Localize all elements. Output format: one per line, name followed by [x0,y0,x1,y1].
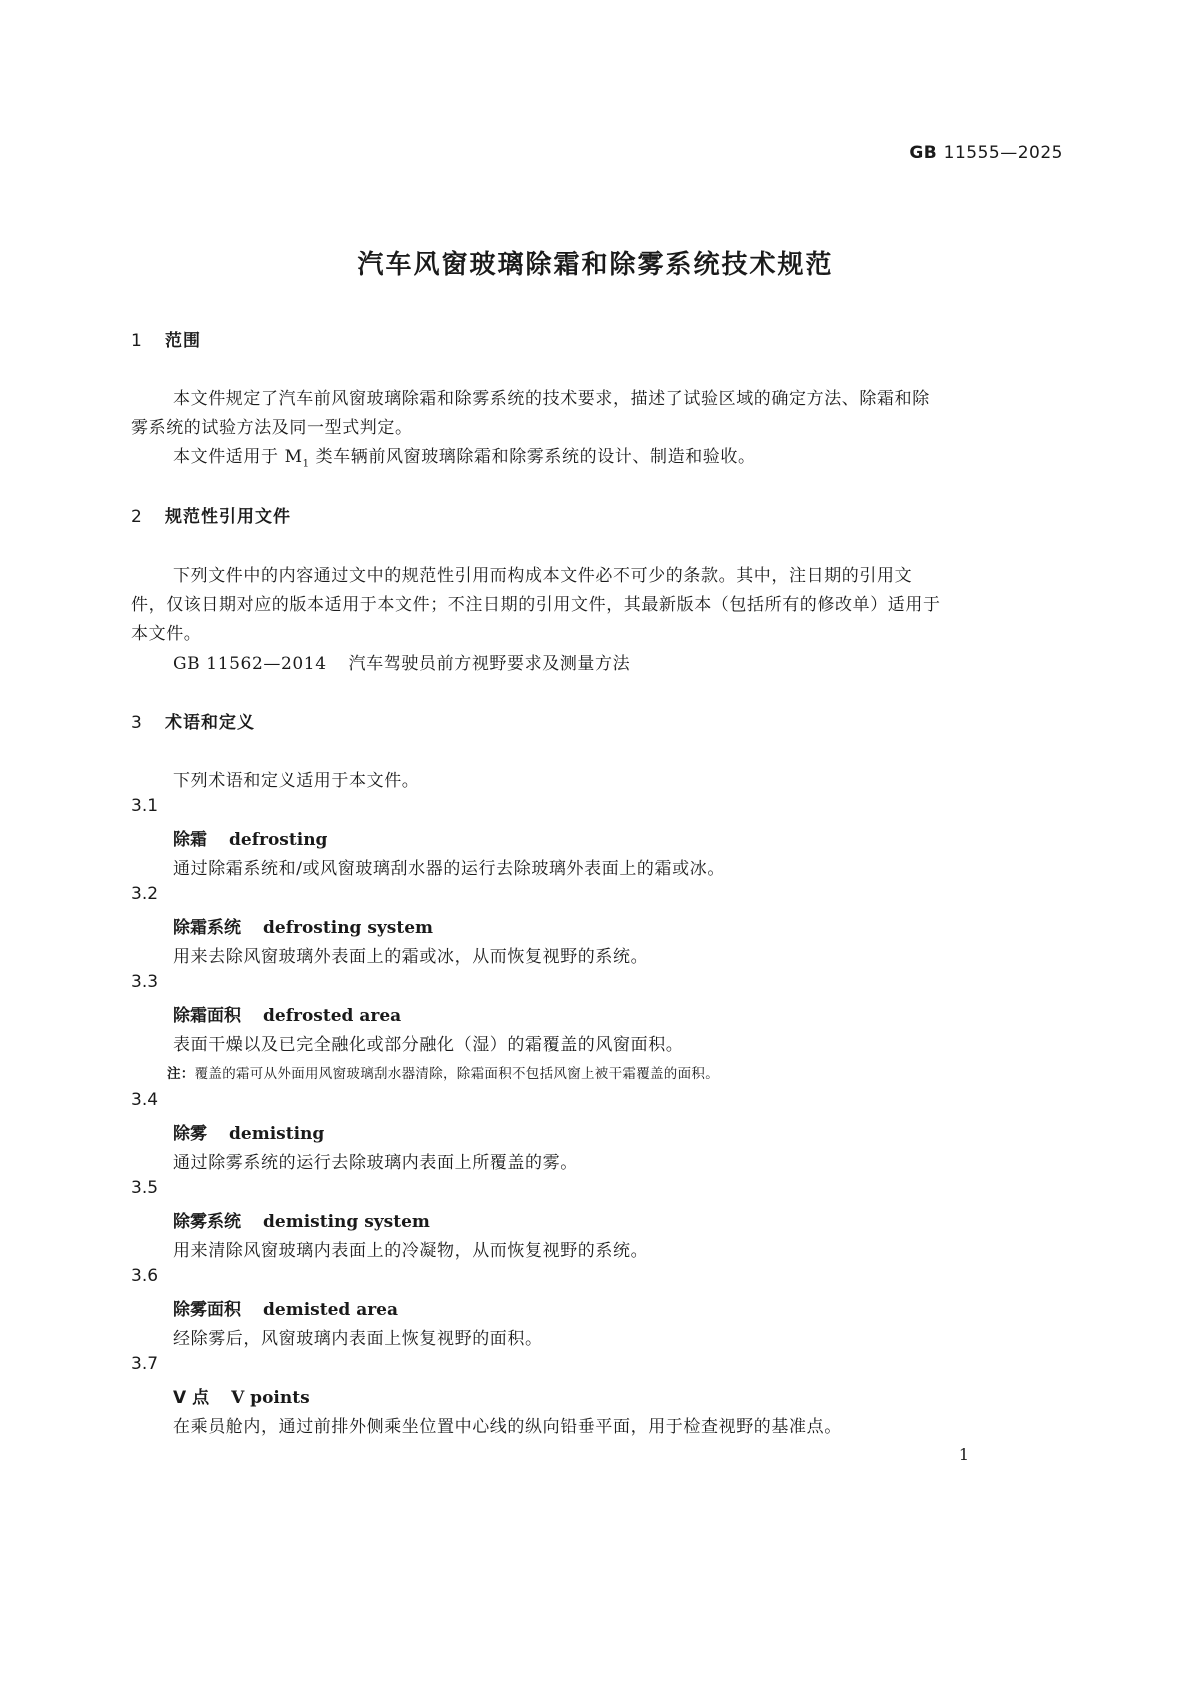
term-definition: 用来清除风窗玻璃内表面上的冷凝物，从而恢复视野的系统。 [173,1241,649,1261]
term-en: defrosting [229,830,328,850]
term-en: V points [231,1388,310,1408]
term-en: demisting system [263,1212,430,1232]
term-definition: 在乘员舱内，通过前排外侧乘坐位置中心线的纵向铅垂平面，用于检查视野的基准点。 [173,1417,842,1437]
standard-prefix: GB [909,143,938,163]
term-heading [173,1001,401,1026]
term-number: 3.4 [131,1090,159,1110]
term-zh: 除雾系统 [173,1212,241,1232]
standard-number: 11555—2025 [943,143,1063,163]
term-number: 3.5 [131,1178,159,1198]
term-number: 3.1 [131,796,159,816]
references-paragraph-line: 件，仅该日期对应的版本适用于本文件；不注日期的引用文件，其最新版本（包括所有的修改单）适用于 [131,595,941,615]
section-title: 术语和定义 [165,713,255,733]
term-zh: 除霜面积 [173,1006,241,1026]
reference-title: 汽车驾驶员前方视野要求及测量方法 [348,654,631,674]
term-en: demisted area [263,1300,398,1320]
section-number: 3 [131,713,143,733]
applicability-text: 本文件适用于 M [173,447,303,467]
document-title: 汽车风窗玻璃除霜和除雾系统技术规范 [357,250,834,280]
term-heading [173,1295,398,1320]
section-heading-normative-references [131,502,291,527]
section-title: 范围 [165,331,201,351]
term-zh: V 点 [173,1388,210,1408]
scope-applicability [173,442,756,469]
term-note [167,1062,719,1082]
term-heading [173,1207,430,1232]
term-number: 3.7 [131,1354,159,1374]
term-definition: 通过除霜系统和/或风窗玻璃刮水器的运行去除玻璃外表面上的霜或冰。 [173,859,725,879]
reference-entry [173,649,630,674]
term-zh: 除霜 [173,830,207,850]
page-number: 1 [958,1445,969,1464]
term-heading [173,1383,310,1408]
term-definition: 通过除雾系统的运行去除玻璃内表面上所覆盖的雾。 [173,1153,578,1173]
section-heading-scope [131,326,201,351]
reference-code: GB 11562—2014 [173,654,327,674]
section-number: 2 [131,507,143,527]
term-en: defrosted area [263,1006,402,1026]
references-paragraph-line: 本文件。 [131,624,202,644]
note-label: 注： [167,1066,195,1082]
terms-intro: 下列术语和定义适用于本文件。 [173,771,420,791]
term-zh: 除雾 [173,1124,207,1144]
term-heading [173,825,327,850]
term-definition: 表面干燥以及已完全融化或部分融化（湿）的霜覆盖的风窗面积。 [173,1035,684,1055]
scope-paragraph-line: 雾系统的试验方法及同一型式判定。 [131,418,413,438]
term-zh: 除霜系统 [173,918,241,938]
term-number: 3.3 [131,972,159,992]
vehicle-class-subscript: 1 [302,458,310,470]
applicability-text: 类车辆前风窗玻璃除霜和除雾系统的设计、制造和验收。 [309,447,756,467]
term-number: 3.2 [131,884,159,904]
scope-paragraph-line: 本文件规定了汽车前风窗玻璃除霜和除雾系统的技术要求，描述了试验区域的确定方法、除霜和除 [173,389,930,409]
section-heading-terms [131,708,255,733]
term-zh: 除雾面积 [173,1300,241,1320]
term-definition: 用来去除风窗玻璃外表面上的霜或冰，从而恢复视野的系统。 [173,947,649,967]
term-heading [173,913,433,938]
note-text: 覆盖的霜可从外面用风窗玻璃刮水器清除，除霜面积不包括风窗上被干霜覆盖的面积。 [194,1066,720,1082]
term-definition: 经除雾后，风窗玻璃内表面上恢复视野的面积。 [173,1329,543,1349]
term-heading [173,1119,324,1144]
term-en: demisting [229,1124,325,1144]
term-en: defrosting system [263,918,434,938]
section-number: 1 [131,331,143,351]
section-title: 规范性引用文件 [165,507,291,527]
term-number: 3.6 [131,1266,159,1286]
references-paragraph-line: 下列文件中的内容通过文中的规范性引用而构成本文件必不可少的条款。其中，注日期的引用文 [173,566,913,586]
standard-code [909,143,1063,163]
